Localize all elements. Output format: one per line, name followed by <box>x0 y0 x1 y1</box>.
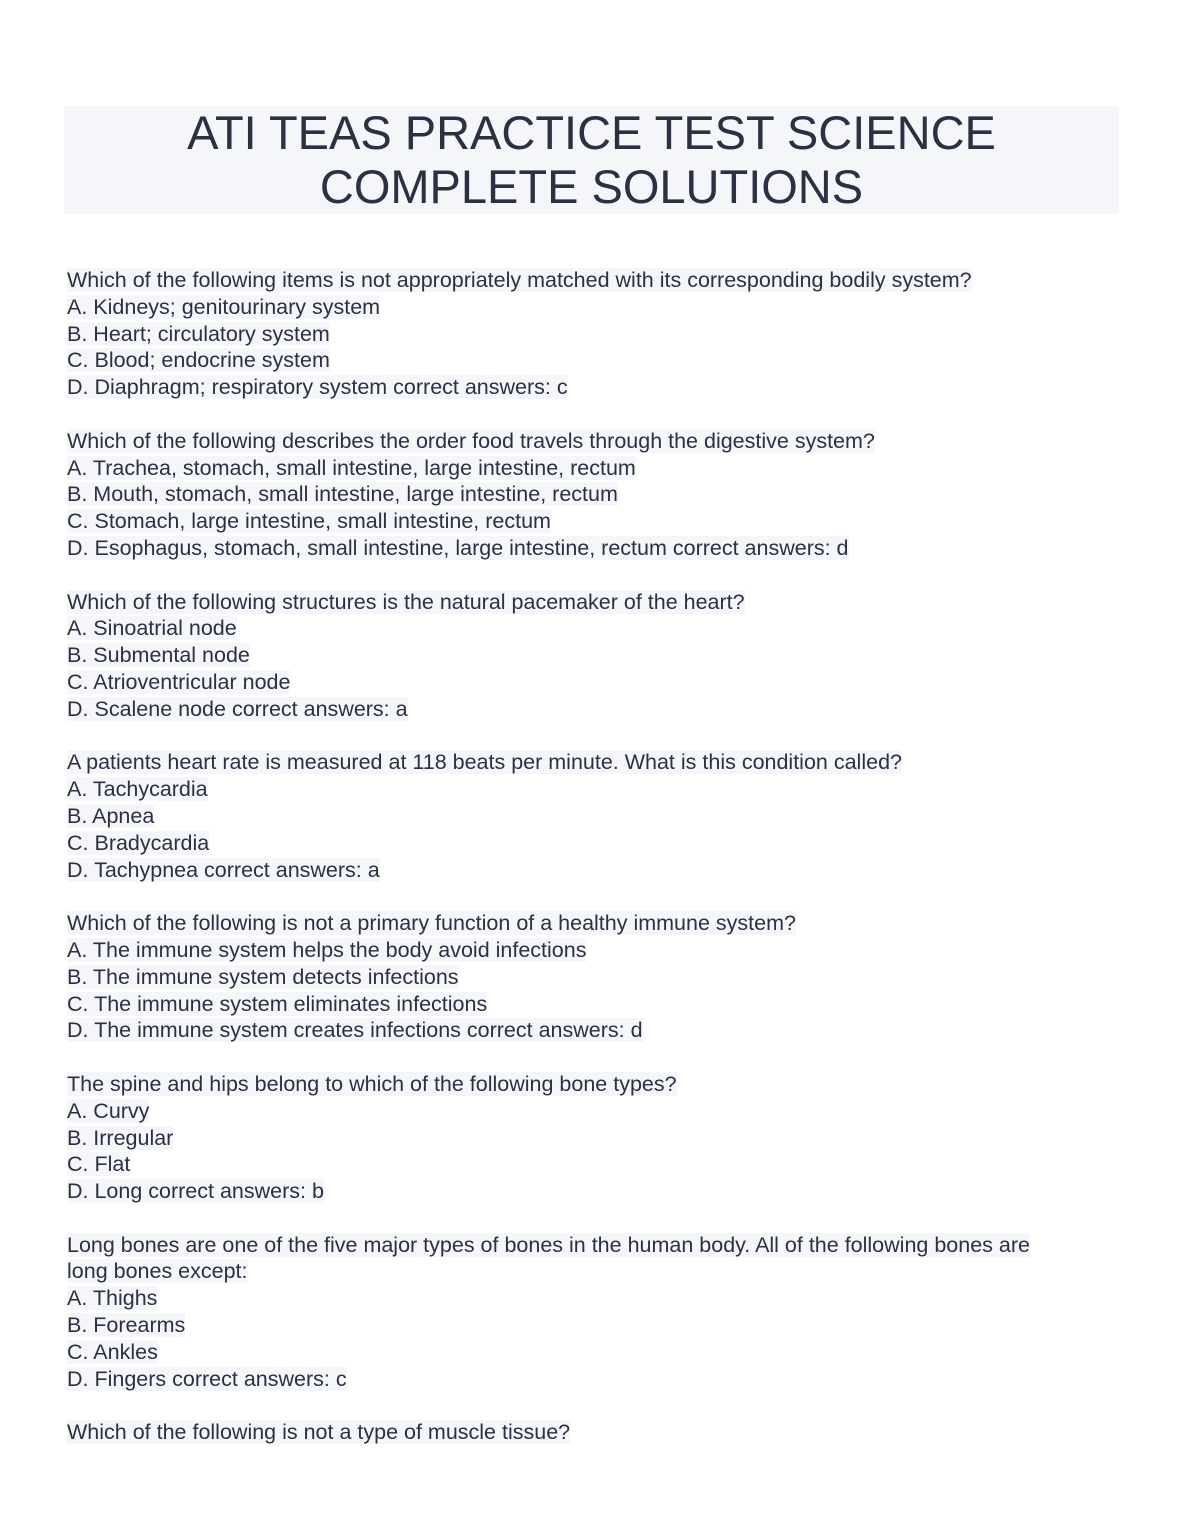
question-list <box>67 267 1127 1473</box>
answer-option: A. Trachea, stomach, small intestine, large intestine, rectum <box>67 455 636 480</box>
question-item <box>67 589 1127 723</box>
question-text: Which of the following structures is the natural pacemaker of the heart? <box>67 589 745 614</box>
question-text: Which of the following items is not appropriately matched with its corresponding bodily system? <box>67 268 972 292</box>
answer-option: A. Tachycardia <box>67 777 208 802</box>
answer-option: B. Submental node <box>67 643 250 668</box>
question-item <box>67 267 1127 401</box>
question-item <box>67 749 1127 883</box>
question-item <box>67 428 1127 562</box>
answer-option: C. Atrioventricular node <box>67 669 291 694</box>
answer-option: B. The immune system detects infections <box>67 964 459 989</box>
answer-option: C. Bradycardia <box>67 830 210 855</box>
document-title <box>64 106 1119 214</box>
answer-option: A. The immune system helps the body avoid infections <box>67 937 587 962</box>
answer-option: B. Mouth, stomach, small intestine, large intestine, rectum <box>67 482 618 507</box>
answer-option: C. Blood; endocrine system <box>67 348 330 373</box>
question-text: A patients heart rate is measured at 118 beats per minute. What is this condition called? <box>67 750 902 775</box>
answer-option: D. The immune system creates infections correct answers: d <box>67 1018 643 1043</box>
question-item <box>67 910 1127 1044</box>
answer-option: C. Flat <box>67 1152 131 1177</box>
answer-option: A. Thighs <box>67 1286 158 1311</box>
answer-option: C. The immune system eliminates infections <box>67 991 488 1016</box>
question-text: Long bones are one of the five major types of bones in the human body. All of the following bones are <box>67 1232 1030 1257</box>
question-text: Which of the following is not a type of muscle tissue? <box>67 1420 571 1445</box>
answer-option: A. Sinoatrial node <box>67 616 237 641</box>
answer-option: B. Heart; circulatory system <box>67 321 330 346</box>
question-item <box>67 1071 1127 1205</box>
question-text: Which of the following is not a primary function of a healthy immune system? <box>67 911 796 936</box>
answer-option: B. Forearms <box>67 1313 186 1338</box>
answer-option: C. Stomach, large intestine, small intestine, rectum <box>67 509 551 534</box>
question-text: The spine and hips belong to which of the following bone types? <box>67 1071 677 1096</box>
answer-option: A. Kidneys; genitourinary system <box>67 294 381 319</box>
question-text: Which of the following describes the order food travels through the digestive system? <box>67 428 875 453</box>
answer-option: D. Long correct answers: b <box>67 1179 324 1204</box>
answer-option: D. Scalene node correct answers: a <box>67 696 408 721</box>
answer-option: D. Diaphragm; respiratory system correct answers: c <box>67 375 568 400</box>
question-item <box>67 1419 1127 1446</box>
title-line-2: COMPLETE SOLUTIONS <box>319 160 864 213</box>
answer-option: D. Fingers correct answers: c <box>67 1366 347 1391</box>
answer-option: B. Irregular <box>67 1125 174 1150</box>
answer-option: D. Esophagus, stomach, small intestine, large intestine, rectum correct answers: d <box>67 535 849 560</box>
answer-option: D. Tachypnea correct answers: a <box>67 857 380 882</box>
answer-option: C. Ankles <box>67 1339 158 1364</box>
question-item <box>67 1232 1127 1393</box>
title-line-1: ATI TEAS PRACTICE TEST SCIENCE <box>187 106 996 159</box>
question-text: long bones except: <box>67 1259 248 1284</box>
answer-option: A. Curvy <box>67 1098 150 1123</box>
answer-option: B. Apnea <box>67 803 155 828</box>
